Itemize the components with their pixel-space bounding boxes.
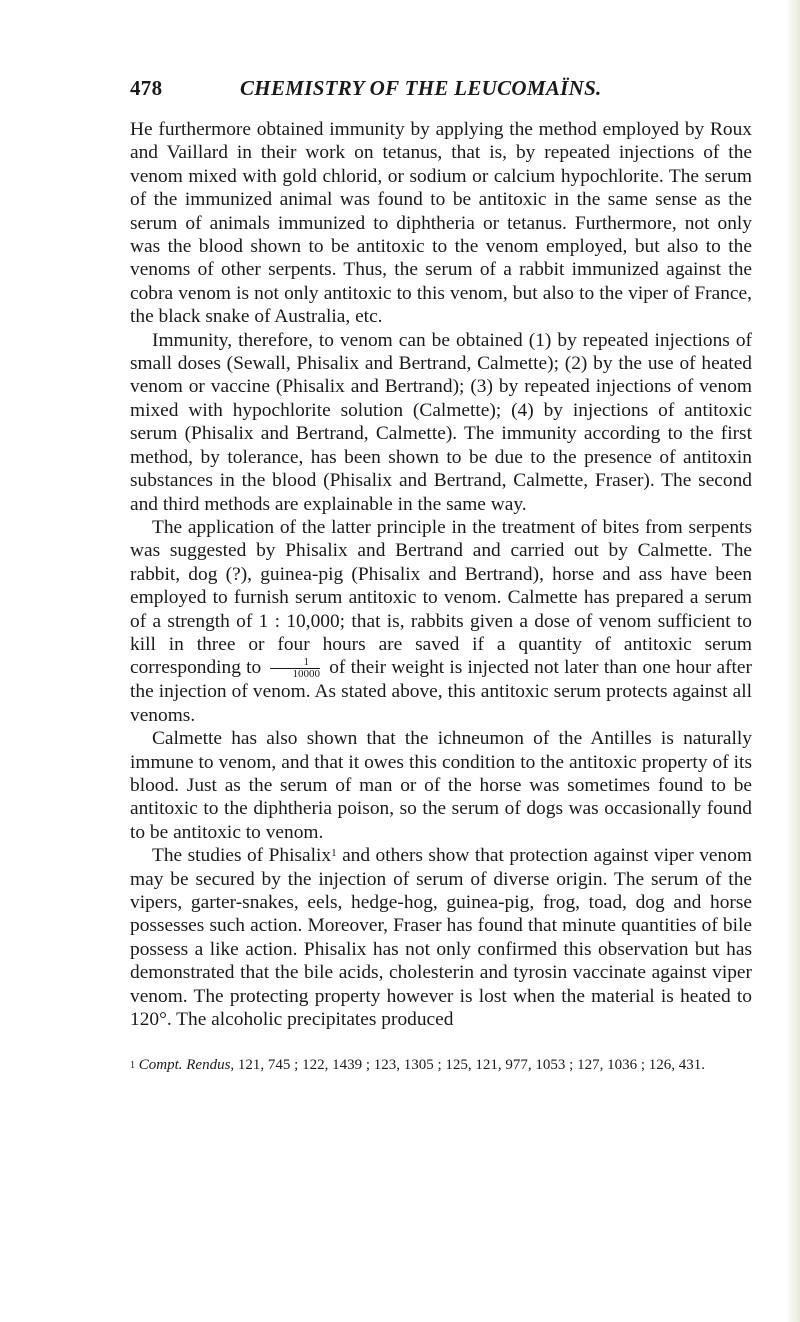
page-edge-shadow: [786, 0, 800, 1322]
paragraph-3-text-before: The application of the latter principle in the treatment of bites from serpents was suggested by Phisalix and Bertrand and carried out by Calmette. The rabbit, dog (?), guinea-pig (Phisalix and Bertrand), horse and ass have been employed to furnish serum antitoxic to venom. Calmette has prepared a serum of a strength of 1 : 10,000; that is, rabbits given a dose of venom sufficient to kill in three or four hours are saved if a quantity of antitoxic serum corresponding to: [130, 516, 752, 679]
fraction-denominator: 10000: [292, 668, 320, 681]
fraction: [270, 657, 320, 680]
page-number: 478: [130, 76, 163, 100]
fraction-numerator: 1: [270, 657, 320, 669]
paragraph-5-text-after: and others show that protection against viper venom may be secured by the injection of serum of diverse origin. The serum of the vipers, garter-snakes, eels, hedge-hog, guinea-pig, frog, toad, dog and horse possesses such action. Moreover, Fraser has found that minute quantities of bile possess a like action. Phisalix has not only confirmed this observation but has demonstrated that the bile acids, cholesterin and tyrosin vaccinate against viper venom. The protecting property however is lost when the material is heated to 120°. The alcoholic precipitates produced: [130, 845, 752, 1031]
footnote-source: Compt. Rendus,: [138, 1057, 235, 1073]
paragraph-5-text-before: The studies of Phisalix: [152, 845, 332, 867]
paragraph-3: [130, 516, 752, 727]
body-text: [130, 118, 752, 1031]
paragraph-5: [130, 844, 752, 1031]
paragraph-2: Immunity, therefore, to venom can be obtained (1) by repeated injections of small doses (Sewall, Phisalix and Bertrand, Calmette); (2) by the use of heated venom or vaccine (Phisalix and Bertrand); (3) by repeated injections of venom mixed with hypochlorite solution (Calmette); (4) by injections of antitoxic serum (Phisalix and Bertrand, Calmette). The immunity according to the first method, by tolerance, has been shown to be due to the presence of antitoxin substances in the blood (Phisalix and Bertrand, Calmette, Fraser). The second and third methods are explainable in the same way.: [130, 329, 752, 515]
footnote: [130, 1057, 752, 1074]
paragraph-3-text-after: of their weight is injected not later than one hour after the injection of venom. As stated above, this antitoxic serum protects against all venoms.: [130, 657, 752, 726]
running-title: CHEMISTRY OF THE LEUCOMAÏNS.: [240, 76, 602, 100]
paragraph-1: He furthermore obtained immunity by applying the method employed by Roux and Vaillard in their work on tetanus, that is, by repeated injections of the venom mixed with gold chlorid, or sodium or calcium hypochlorite. The serum of the immunized animal was found to be antitoxic in the same sense as the serum of animals immunized to diphtheria or tetanus. Furthermore, not only was the blood shown to be antitoxic to the venom employed, but also to the venoms of other serpents. Thus, the serum of a rabbit immunized against the cobra venom is not only antitoxic to this venom, but also to the viper of France, the black snake of Australia, etc.: [130, 119, 752, 328]
footnote-mark: 1: [130, 1060, 135, 1071]
footnote-reference: 1: [331, 847, 337, 860]
footnote-refs: 121, 745 ; 122, 1439 ; 123, 1305 ; 125, 121, 977, 1053 ; 127, 1036 ; 126, 431.: [237, 1057, 706, 1073]
paragraph-4: Calmette has also shown that the ichneumon of the Antilles is naturally immune to venom, and that it owes this condition to the antitoxic property of its blood. Just as the serum of man or of the horse was sometimes found to be antitoxic to the diphtheria poison, so the serum of dogs was occasionally found to be antitoxic to venom.: [130, 728, 752, 843]
running-header: [130, 76, 750, 106]
